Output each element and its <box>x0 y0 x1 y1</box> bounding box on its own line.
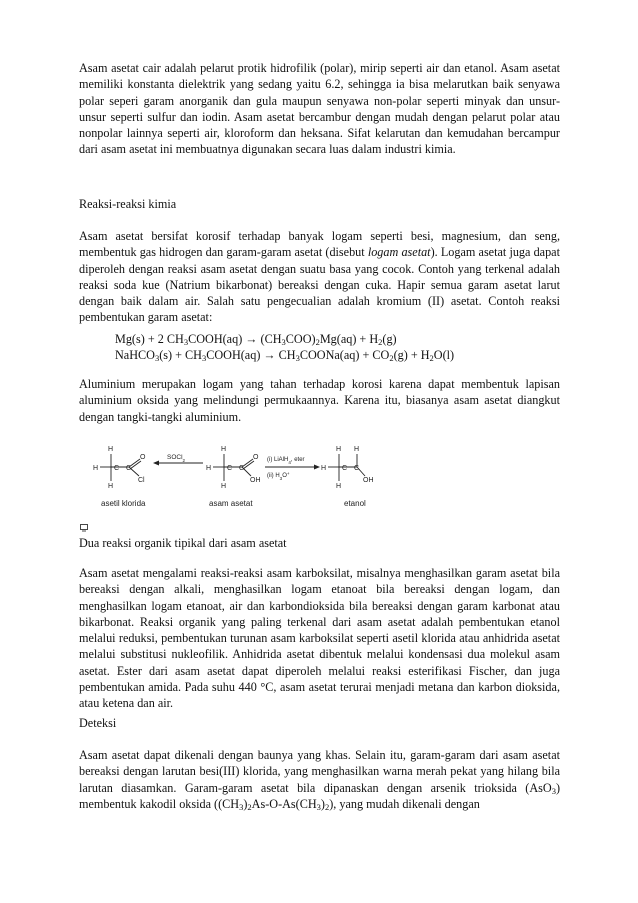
svg-text:OH: OH <box>363 477 374 484</box>
equation-1 <box>115 331 397 347</box>
svg-text:C: C <box>239 465 245 472</box>
reactions-text-part-1: Asam asetat bersifat korosif terhadap banyak logam seperti besi, magnesium, dan seng, membentuk gas hidrogen dan garam-garam asetat (disebut <box>79 229 560 260</box>
svg-text:C: C <box>227 465 233 472</box>
label-acetic-acid: asam asetat <box>209 499 253 508</box>
svg-text:H: H <box>354 446 360 453</box>
svg-text:C: C <box>342 465 348 472</box>
equation-1-arrow: → <box>245 332 258 346</box>
svg-text:O: O <box>253 454 259 461</box>
acetyl-chloride-structure <box>93 446 146 490</box>
equation-1-products: $(CH_3COO)_2Mg(aq) + H_2(g)$ <box>260 332 397 347</box>
reagent-h3o: (ii) $H_3O^+$ <box>267 470 290 481</box>
section-heading-reactions: Reaksi-reaksi kimia <box>79 197 177 211</box>
reactions-text-part-2: ). Logam asetat juga dapat diperoleh dengan reaksi asam asetat dengan suatu basa yang cocok. Contoh yang terkenal adalah reaksi soda kue (Natrium bikarbonat) bereaksi dengan cuka. Hapir semua garam asetat larut dengan baik dalam air. Salah satu pengecualian adalah kromium (II) asetat. Contoh reaksi pembentukan garam asetat: <box>79 245 560 325</box>
aluminium-paragraph: Aluminium merupakan logam yang tahan terhadap korosi karena dapat membentuk lapisan aluminium oksida yang melindungi permukaannya. Karena itu, biasanya asam asetat diangkut dengan tangki-tangki aluminium. <box>79 377 560 424</box>
svg-text:H: H <box>336 483 342 490</box>
equation-2-products: $CH_3COONa(aq) + CO_2(g) + H_2O(l)$ <box>278 348 455 363</box>
svg-text:H: H <box>221 446 227 453</box>
ethanol-structure <box>321 446 374 490</box>
detection-paragraph: Asam asetat dapat dikenali dengan baunya yang khas. Selain itu, garam-garam dari asam asetat bereaksi dengan larutan besi(III) klorida, yang menghasilkan warna merah pekat yang hilang bila larutan diasamkan. Garam-garam asetat bila dipanaskan dengan arsenik trioksida (AsO$_3$) membentuk kakodil oksida $((CH_3)_2As-O-As(CH_3)_2)$, yang mudah dikenali dengan <box>79 748 560 812</box>
svg-text:C: C <box>114 465 120 472</box>
svg-text:H: H <box>93 465 99 472</box>
reaction-scheme-figure <box>79 437 379 515</box>
svg-text:H: H <box>206 465 212 472</box>
label-acetyl-chloride: asetil klorida <box>101 499 146 508</box>
svg-text:H: H <box>321 465 327 472</box>
section-heading-detection: Deteksi <box>79 716 117 730</box>
intro-paragraph: Asam asetat cair adalah pelarut protik hidrofilik (polar), mirip seperti air dan etanol. Asam asetat memiliki konstanta dielektrik yang sedang yaitu 6.2, sehingga ia bisa melarutkan baik senyawa polar seperi garam anorganik dan gula maupun senyawa non-polar seperti minyak dan unsur-unsur seperti sulfur dan iodin. Asam asetat bercambur dengan mudah dengan pelarut polar atau nonpolar lainnya seperti air, kloroform dan heksana. Sifat kelarutan dan kemudahan bercampur dari asam asetat ini membuatnya digunakan secara luas dalam industri kimia. <box>79 61 560 157</box>
svg-text:Cl: Cl <box>138 477 145 484</box>
svg-text:H: H <box>221 483 227 490</box>
svg-text:H: H <box>108 446 114 453</box>
equation-2-arrow: → <box>263 348 276 362</box>
organic-reactions-paragraph: Asam asetat mengalami reaksi-reaksi asam karboksilat, misalnya menghasilkan garam asetat bila bereaksi dengan alkali, menghasilkan logam etanoat bila bereaksi dengan logam, dan menghasilkan logam etanoat, air dan karbondioksida bila bereaksi dengan garam karbonat atau bikarbonat. Reaksi organik yang paling terkenal dari asam asetat adalah pembentukan etanol melalui reduksi, pembentukan turunan asam karboksilat seperti asetil klorida atau anhidrida asetat melalui substitusi nukleofilik. Anhidrida asetat dibentuk melalui kondensasi dua molekul asam asetat. Ester dari asam asetat dapat diperoleh melalui reaksi esterifikasi Fischer, dan juga pembentukan amida. Pada suhu 440 °C, asam asetat terurai menjadi metana dan karbon dioksida, atau ketena dan air. <box>79 566 560 711</box>
label-ethanol: etanol <box>344 499 366 508</box>
svg-text:OH: OH <box>250 477 261 484</box>
equation-2 <box>115 347 454 363</box>
svg-text:C: C <box>126 465 132 472</box>
figure-enlarge-icon[interactable] <box>79 523 89 532</box>
equation-1-reactants: Mg(s) + 2 $CH_3COOH(aq)$ <box>115 332 243 347</box>
svg-text:C: C <box>354 465 360 472</box>
arrow-left <box>153 461 203 466</box>
arrow-right <box>265 465 320 470</box>
reagent-socl2: SOCl$_2$ <box>167 454 186 463</box>
svg-text:O: O <box>140 454 146 461</box>
svg-text:H: H <box>336 446 342 453</box>
acetic-acid-structure <box>206 446 261 490</box>
reactions-paragraph <box>79 228 560 326</box>
figure-caption: Dua reaksi organik tipikal dari asam asetat <box>79 536 287 550</box>
logam-asetat-term: logam asetat <box>367 245 431 260</box>
reagent-lialh4: (i) LiAlH$_4$, eter <box>267 457 305 465</box>
svg-text:H: H <box>108 483 114 490</box>
equation-2-reactants: NaHCO$_3$(s) + $CH_3COOH(aq)$ <box>115 348 261 363</box>
